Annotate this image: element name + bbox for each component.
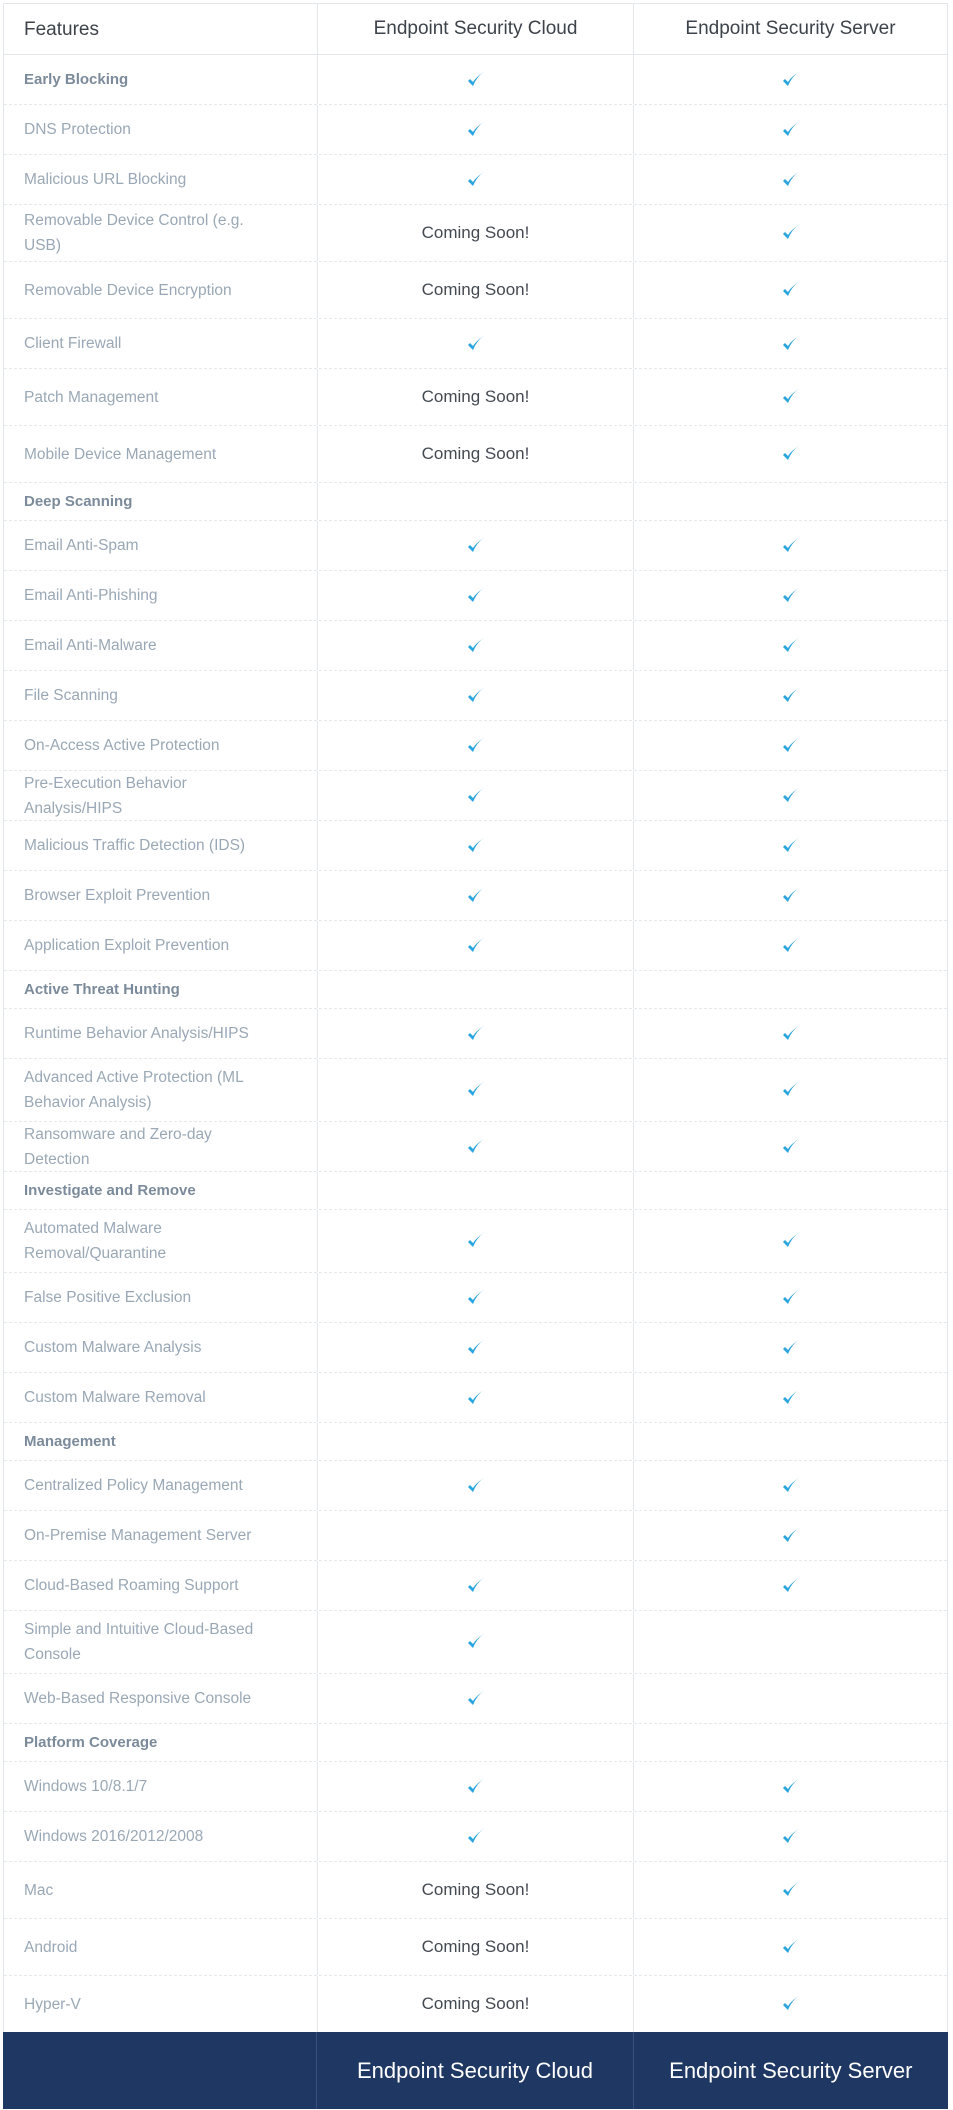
cloud-check-cell	[318, 771, 634, 820]
server-column-header: Endpoint Security Server	[685, 18, 896, 39]
server-check-cell	[634, 521, 947, 570]
server-check-cell	[634, 571, 947, 620]
section-row-early-blocking	[4, 55, 947, 105]
server-check-cell	[634, 771, 947, 820]
checkmark-icon	[466, 170, 486, 190]
feature-row-client-firewall	[4, 319, 947, 369]
table-header-row	[4, 4, 947, 55]
footer-empty-cell	[3, 2032, 317, 2109]
cloud-check-cell	[318, 1009, 634, 1058]
cloud-check-cell	[318, 1059, 634, 1121]
feature-label: Patch Management	[4, 369, 318, 425]
feature-row-android	[4, 1919, 947, 1976]
checkmark-icon	[781, 1777, 801, 1797]
feature-row-mobile-device-management	[4, 426, 947, 483]
cloud-column-header: Endpoint Security Cloud	[318, 4, 634, 54]
feature-row-email-anti-malware	[4, 621, 947, 671]
feature-label: Removable Device Control (e.g. USB)	[4, 205, 318, 261]
cloud-check-cell	[318, 821, 634, 870]
server-check-cell	[634, 1210, 947, 1272]
cloud-empty-cell	[318, 483, 634, 520]
checkmark-icon	[781, 636, 801, 656]
server-check-cell	[634, 1009, 947, 1058]
cloud-check-cell	[318, 105, 634, 154]
checkmark-icon	[466, 1388, 486, 1408]
checkmark-icon	[781, 1526, 801, 1546]
feature-row-centralized-policy-management	[4, 1461, 947, 1511]
cloud-empty-cell	[318, 1511, 634, 1560]
cloud-check-cell	[318, 1210, 634, 1272]
feature-row-malicious-url-blocking	[4, 155, 947, 205]
cloud-status-text: Coming Soon!	[318, 1919, 634, 1975]
cloud-check-cell	[318, 921, 634, 970]
footer-server-label[interactable]: Endpoint Security Server	[669, 2057, 913, 2083]
cloud-status-text: Coming Soon!	[318, 205, 634, 261]
feature-row-malicious-traffic-detection-ids	[4, 821, 947, 871]
server-check-cell	[634, 1511, 947, 1560]
checkmark-icon	[466, 886, 486, 906]
cloud-check-cell	[318, 1611, 634, 1673]
feature-label: Runtime Behavior Analysis/HIPS	[4, 1009, 318, 1058]
checkmark-icon	[781, 836, 801, 856]
feature-label: Mobile Device Management	[4, 426, 318, 482]
feature-row-custom-malware-removal	[4, 1373, 947, 1423]
feature-label: Centralized Policy Management	[4, 1461, 318, 1510]
checkmark-icon	[466, 1338, 486, 1358]
feature-row-email-anti-spam	[4, 521, 947, 571]
feature-label: Custom Malware Removal	[4, 1373, 318, 1422]
checkmark-icon	[466, 536, 486, 556]
server-empty-cell	[634, 1611, 947, 1673]
feature-label: Web-Based Responsive Console	[4, 1674, 318, 1723]
feature-label: On-Access Active Protection	[4, 721, 318, 770]
feature-label: Android	[4, 1919, 318, 1975]
server-check-cell	[634, 871, 947, 920]
server-check-cell	[634, 1059, 947, 1121]
cloud-check-cell	[318, 1812, 634, 1861]
server-check-cell	[634, 1373, 947, 1422]
feature-label: Malicious Traffic Detection (IDS)	[4, 821, 318, 870]
checkmark-icon	[781, 786, 801, 806]
feature-label: Email Anti-Malware	[4, 621, 318, 670]
checkmark-icon	[466, 120, 486, 140]
feature-row-mac	[4, 1862, 947, 1919]
feature-row-hyper-v	[4, 1976, 947, 2033]
checkmark-icon	[781, 1994, 801, 2014]
server-check-cell	[634, 55, 947, 104]
checkmark-icon	[781, 120, 801, 140]
server-check-cell	[634, 155, 947, 204]
server-check-cell	[634, 1561, 947, 1610]
feature-label: False Positive Exclusion	[4, 1273, 318, 1322]
server-check-cell	[634, 369, 947, 425]
feature-row-email-anti-phishing	[4, 571, 947, 621]
checkmark-icon	[466, 1476, 486, 1496]
section-row-investigate-and-remove	[4, 1172, 947, 1210]
checkmark-icon	[466, 1231, 486, 1251]
checkmark-icon	[781, 1338, 801, 1358]
feature-label: Custom Malware Analysis	[4, 1323, 318, 1372]
server-check-cell	[634, 671, 947, 720]
server-check-cell	[634, 621, 947, 670]
checkmark-icon	[466, 1689, 486, 1709]
cloud-status-text: Coming Soon!	[318, 1976, 634, 2032]
checkmark-icon	[781, 1827, 801, 1847]
checkmark-icon	[781, 1080, 801, 1100]
feature-row-cloud-based-roaming-support	[4, 1561, 947, 1611]
server-empty-cell	[634, 483, 947, 520]
server-empty-cell	[634, 1724, 947, 1761]
feature-row-ransomware-and-zero-day-detection	[4, 1122, 947, 1172]
server-check-cell	[634, 1122, 947, 1171]
checkmark-icon	[781, 444, 801, 464]
checkmark-icon	[781, 1880, 801, 1900]
cloud-check-cell	[318, 1373, 634, 1422]
cloud-check-cell	[318, 319, 634, 368]
checkmark-icon	[466, 1288, 486, 1308]
feature-row-custom-malware-analysis	[4, 1323, 947, 1373]
checkmark-icon	[466, 1024, 486, 1044]
cloud-check-cell	[318, 521, 634, 570]
feature-row-file-scanning	[4, 671, 947, 721]
section-label: Management	[4, 1423, 318, 1460]
server-empty-cell	[634, 1172, 947, 1209]
feature-label: Removable Device Encryption	[4, 262, 318, 318]
server-check-cell	[634, 205, 947, 261]
feature-label: Simple and Intuitive Cloud-Based Console	[4, 1611, 318, 1673]
cloud-check-cell	[318, 55, 634, 104]
cloud-empty-cell	[318, 1724, 634, 1761]
feature-row-runtime-behavior-analysis-hips	[4, 1009, 947, 1059]
checkmark-icon	[781, 686, 801, 706]
checkmark-icon	[466, 1632, 486, 1652]
server-check-cell	[634, 1812, 947, 1861]
cloud-status-text: Coming Soon!	[318, 369, 634, 425]
features-column-header: Features	[4, 4, 318, 54]
server-empty-cell	[634, 1674, 947, 1723]
feature-label: DNS Protection	[4, 105, 318, 154]
feature-row-web-based-responsive-console	[4, 1674, 947, 1724]
section-label: Deep Scanning	[4, 483, 318, 520]
feature-label: Mac	[4, 1862, 318, 1918]
checkmark-icon	[781, 280, 801, 300]
server-check-cell	[634, 1461, 947, 1510]
cloud-check-cell	[318, 1122, 634, 1171]
server-check-cell	[634, 921, 947, 970]
feature-label: Automated Malware Removal/Quarantine	[4, 1210, 318, 1272]
cloud-status-text: Coming Soon!	[318, 426, 634, 482]
server-empty-cell	[634, 1423, 947, 1460]
server-check-cell	[634, 262, 947, 318]
server-check-cell	[634, 821, 947, 870]
section-row-deep-scanning	[4, 483, 947, 521]
table-body	[4, 55, 947, 2033]
cloud-empty-cell	[318, 1423, 634, 1460]
checkmark-icon	[781, 223, 801, 243]
cloud-status-text: Coming Soon!	[318, 262, 634, 318]
checkmark-icon	[466, 836, 486, 856]
checkmark-icon	[781, 1476, 801, 1496]
cloud-check-cell	[318, 1273, 634, 1322]
feature-row-patch-management	[4, 369, 947, 426]
checkmark-icon	[781, 70, 801, 90]
section-row-active-threat-hunting	[4, 971, 947, 1009]
feature-row-simple-and-intuitive-cloud-based-console	[4, 1611, 947, 1674]
feature-label: Browser Exploit Prevention	[4, 871, 318, 920]
feature-row-windows-10-8-1-7	[4, 1762, 947, 1812]
checkmark-icon	[781, 1288, 801, 1308]
feature-row-false-positive-exclusion	[4, 1273, 947, 1323]
server-check-cell	[634, 319, 947, 368]
checkmark-icon	[466, 736, 486, 756]
feature-label: Malicious URL Blocking	[4, 155, 318, 204]
feature-row-removable-device-control-e-g-usb	[4, 205, 947, 262]
feature-label: Windows 2016/2012/2008	[4, 1812, 318, 1861]
checkmark-icon	[466, 1137, 486, 1157]
section-label: Platform Coverage	[4, 1724, 318, 1761]
feature-row-application-exploit-prevention	[4, 921, 947, 971]
checkmark-icon	[781, 1137, 801, 1157]
table-footer	[3, 2032, 948, 2109]
section-label: Active Threat Hunting	[4, 971, 318, 1008]
checkmark-icon	[781, 536, 801, 556]
feature-label: Client Firewall	[4, 319, 318, 368]
server-check-cell	[634, 1762, 947, 1811]
cloud-empty-cell	[318, 971, 634, 1008]
cloud-check-cell	[318, 1762, 634, 1811]
section-label: Investigate and Remove	[4, 1172, 318, 1209]
section-row-platform-coverage	[4, 1724, 947, 1762]
server-check-cell	[634, 1976, 947, 2032]
feature-label: Email Anti-Phishing	[4, 571, 318, 620]
feature-label: Hyper-V	[4, 1976, 318, 2032]
checkmark-icon	[466, 636, 486, 656]
checkmark-icon	[781, 1388, 801, 1408]
server-check-cell	[634, 426, 947, 482]
feature-row-dns-protection	[4, 105, 947, 155]
feature-label: Cloud-Based Roaming Support	[4, 1561, 318, 1610]
cloud-check-cell	[318, 621, 634, 670]
checkmark-icon	[466, 1576, 486, 1596]
feature-row-on-access-active-protection	[4, 721, 947, 771]
cloud-status-text: Coming Soon!	[318, 1862, 634, 1918]
cloud-empty-cell	[318, 1172, 634, 1209]
server-check-cell	[634, 1273, 947, 1322]
cloud-check-cell	[318, 1461, 634, 1510]
cloud-check-cell	[318, 721, 634, 770]
footer-cloud-label[interactable]: Endpoint Security Cloud	[317, 2032, 633, 2109]
section-label: Early Blocking	[4, 55, 318, 104]
feature-row-removable-device-encryption	[4, 262, 947, 319]
checkmark-icon	[781, 1231, 801, 1251]
section-row-management	[4, 1423, 947, 1461]
checkmark-icon	[466, 586, 486, 606]
checkmark-icon	[781, 1024, 801, 1044]
feature-label: Email Anti-Spam	[4, 521, 318, 570]
checkmark-icon	[466, 70, 486, 90]
server-check-cell	[634, 1919, 947, 1975]
server-check-cell	[634, 721, 947, 770]
cloud-check-cell	[318, 1561, 634, 1610]
checkmark-icon	[466, 686, 486, 706]
checkmark-icon	[781, 170, 801, 190]
cloud-check-cell	[318, 1323, 634, 1372]
checkmark-icon	[781, 936, 801, 956]
checkmark-icon	[466, 1777, 486, 1797]
feature-label: Pre-Execution Behavior Analysis/HIPS	[4, 771, 318, 820]
feature-label: On-Premise Management Server	[4, 1511, 318, 1560]
cloud-check-cell	[318, 571, 634, 620]
feature-label: File Scanning	[4, 671, 318, 720]
server-check-cell	[634, 105, 947, 154]
cloud-check-cell	[318, 1674, 634, 1723]
cloud-check-cell	[318, 155, 634, 204]
checkmark-icon	[466, 334, 486, 354]
cloud-check-cell	[318, 671, 634, 720]
comparison-table	[3, 3, 948, 2033]
checkmark-icon	[781, 334, 801, 354]
cloud-check-cell	[318, 871, 634, 920]
feature-row-automated-malware-removal-quarantine	[4, 1210, 947, 1273]
feature-label: Application Exploit Prevention	[4, 921, 318, 970]
checkmark-icon	[466, 1827, 486, 1847]
feature-label: Windows 10/8.1/7	[4, 1762, 318, 1811]
checkmark-icon	[466, 936, 486, 956]
checkmark-icon	[466, 786, 486, 806]
checkmark-icon	[781, 1937, 801, 1957]
checkmark-icon	[466, 1080, 486, 1100]
checkmark-icon	[781, 586, 801, 606]
feature-row-browser-exploit-prevention	[4, 871, 947, 921]
checkmark-icon	[781, 1576, 801, 1596]
server-check-cell	[634, 1862, 947, 1918]
feature-row-on-premise-management-server	[4, 1511, 947, 1561]
checkmark-icon	[781, 736, 801, 756]
server-empty-cell	[634, 971, 947, 1008]
feature-row-windows-2016-2012-2008	[4, 1812, 947, 1862]
feature-label: Ransomware and Zero-day Detection	[4, 1122, 318, 1171]
checkmark-icon	[781, 387, 801, 407]
checkmark-icon	[781, 886, 801, 906]
feature-row-pre-execution-behavior-analysis-hips	[4, 771, 947, 821]
server-check-cell	[634, 1323, 947, 1372]
feature-row-advanced-active-protection-ml-behavior-analysis	[4, 1059, 947, 1122]
feature-label: Advanced Active Protection (ML Behavior Analysis)	[4, 1059, 318, 1121]
